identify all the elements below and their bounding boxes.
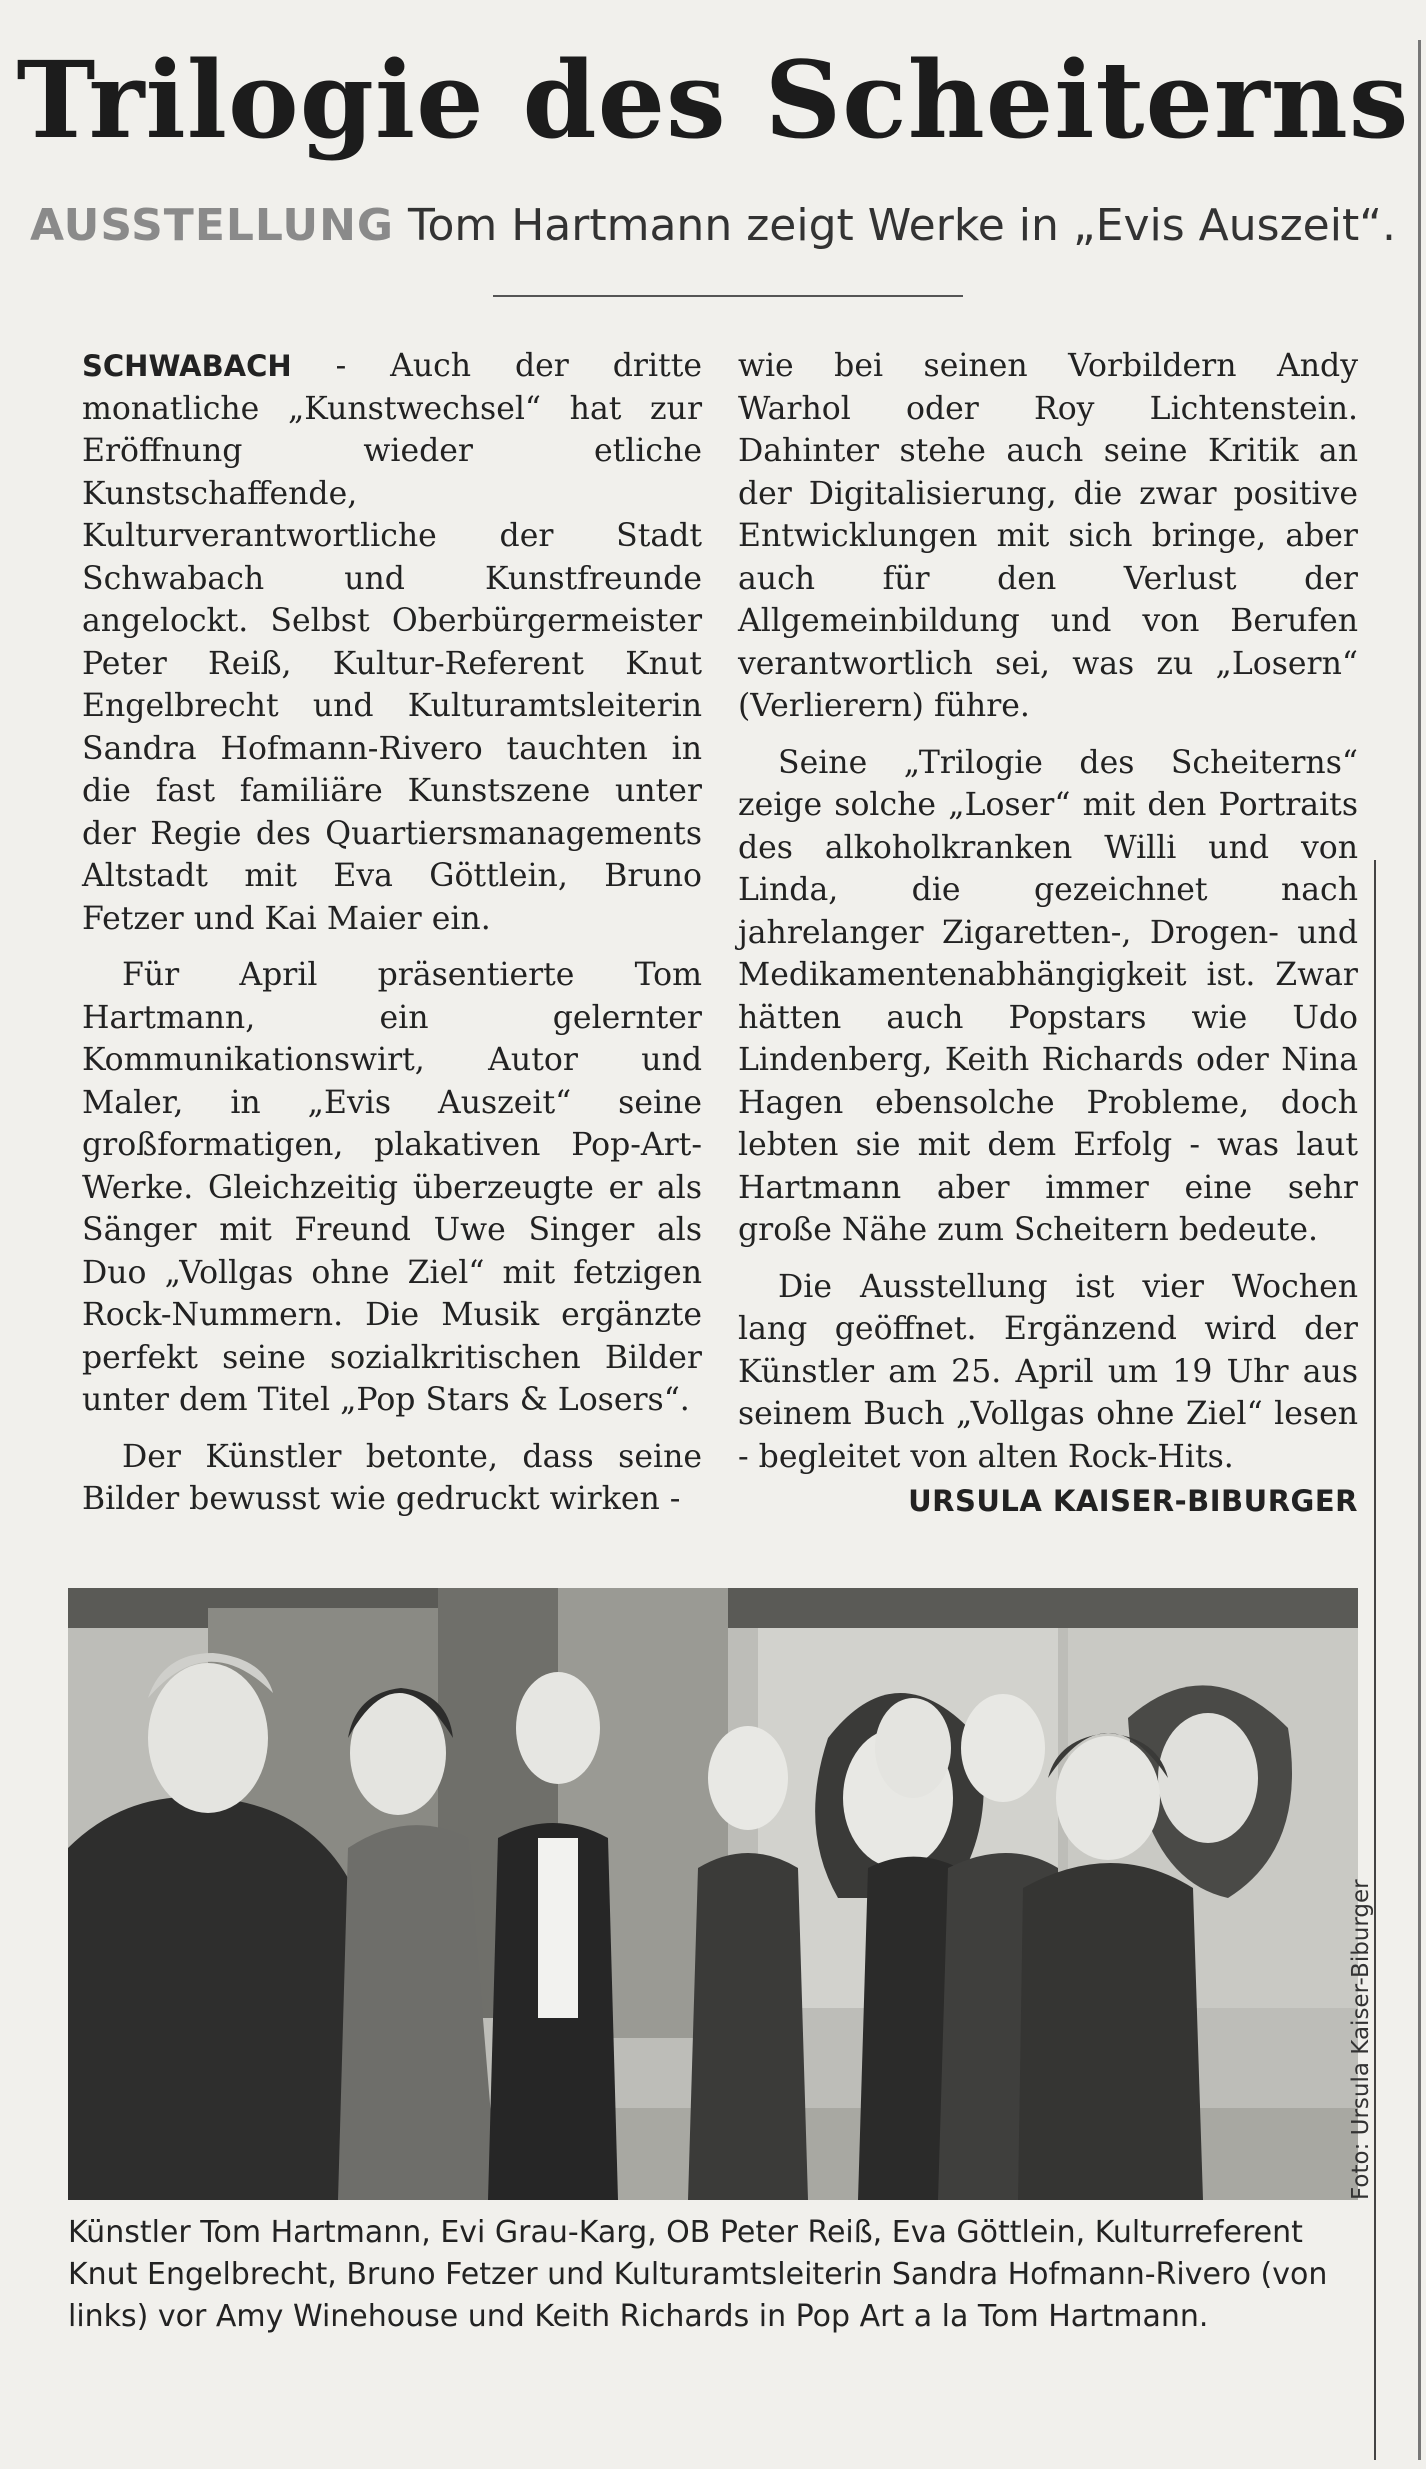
article-paragraph: Für April präsentierte Tom Hartmann, ein gelernter Kommunikationswirt, Autor und Maler, in „Evis Auszeit“ seine großformatigen, plakativen Pop-Art-Werke. Gleichzeitig überzeugte er als Sänger mit Freund Uwe Singer als Duo „Vollgas ohne Ziel“ mit fetzigen Rock-Nummern. Die Musik ergänzte perfekt seine sozialkritischen Bilder unter dem Titel „Pop Stars & Losers“.	[82, 957, 702, 1418]
article-paragraph: SCHWABACH - Auch der dritte monatliche „Kunstwechsel“ hat zur Eröffnung wieder etliche Kunstschaffende, Kulturverantwortliche der Stadt Schwabach und Kunstfreunde angelockt. Selbst Oberbürgermeister Peter Reiß, Kultur-Referent Knut Engelbrecht und Kulturamtsleiterin Sandra Hofmann-Rivero tauchten in die fast familiäre Kunstszene unter der Regie des Quartiersmanagements Altstadt mit Eva Göttlein, Bruno Fetzer und Kai Maier ein.	[82, 348, 702, 937]
header-divider	[493, 295, 963, 297]
article-paragraph: Seine „Trilogie des Scheiterns“ zeige solche „Loser“ mit den Portraits des alkoholkranken Willi und von Linda, die gezeichnet nach jahrelanger Zigaretten-, Drogen- und Medikamentenabhängigkeit ist. Zwar hätten auch Popstars wie Udo Lindenberg, Keith Richards oder Nina Hagen ebensolche Probleme, doch lebten sie mit dem Erfolg - was laut Hartmann aber immer eine sehr große Nähe zum Scheitern bedeute.	[738, 744, 1358, 1248]
group-photo	[68, 1588, 1358, 2200]
photo-credit: Foto: Ursula Kaiser-Biburger	[1348, 1879, 1374, 2200]
article-paragraph: Die Ausstellung ist vier Wochen lang geöffnet. Ergänzend wird der Künstler am 25. April um 19 Uhr aus seinem Buch „Vollgas ohne Ziel“ lesen - begleitet von alten Rock-Hits.	[738, 1268, 1358, 1475]
article-column-left	[82, 345, 702, 1535]
byline: URSULA KAISER-BIBURGER	[908, 1484, 1358, 1518]
article-paragraph: Der Künstler betonte, dass seine Bilder bewusst wie gedruckt wirken -	[82, 1438, 702, 1517]
subheadline: Tom Hartmann zeigt Werke in „Evis Auszeit“.	[408, 200, 1397, 251]
photo-caption: Künstler Tom Hartmann, Evi Grau-Karg, OB Peter Reiß, Eva Göttlein, Kulturreferent Knut Engelbrecht, Bruno Fetzer und Kulturamtsleiterin Sandra Hofmann-Rivero (von links) vor Amy Winehouse und Keith Richards in Pop Art a la Tom Hartmann.	[68, 2215, 1328, 2334]
article-paragraph: wie bei seinen Vorbildern Andy Warhol oder Roy Lichtenstein. Dahinter stehe auch seine Kritik an der Digitalisierung, die zwar positive Entwicklungen mit sich bringe, aber auch für den Verlust der Allgemeinbildung und von Berufen verantwortlich sei, was zu „Losern“ (Verlierern) führe.	[738, 348, 1358, 724]
headline: Trilogie des Scheiterns	[16, 37, 1410, 162]
article-column-right	[738, 345, 1358, 1522]
subheadline-row	[0, 196, 1426, 256]
column-rule	[1374, 860, 1376, 2460]
kicker: AUSSTELLUNG	[29, 200, 395, 251]
dateline: SCHWABACH	[82, 349, 292, 383]
group-photo-image	[68, 1588, 1358, 2200]
page-edge-line	[1418, 40, 1421, 2460]
